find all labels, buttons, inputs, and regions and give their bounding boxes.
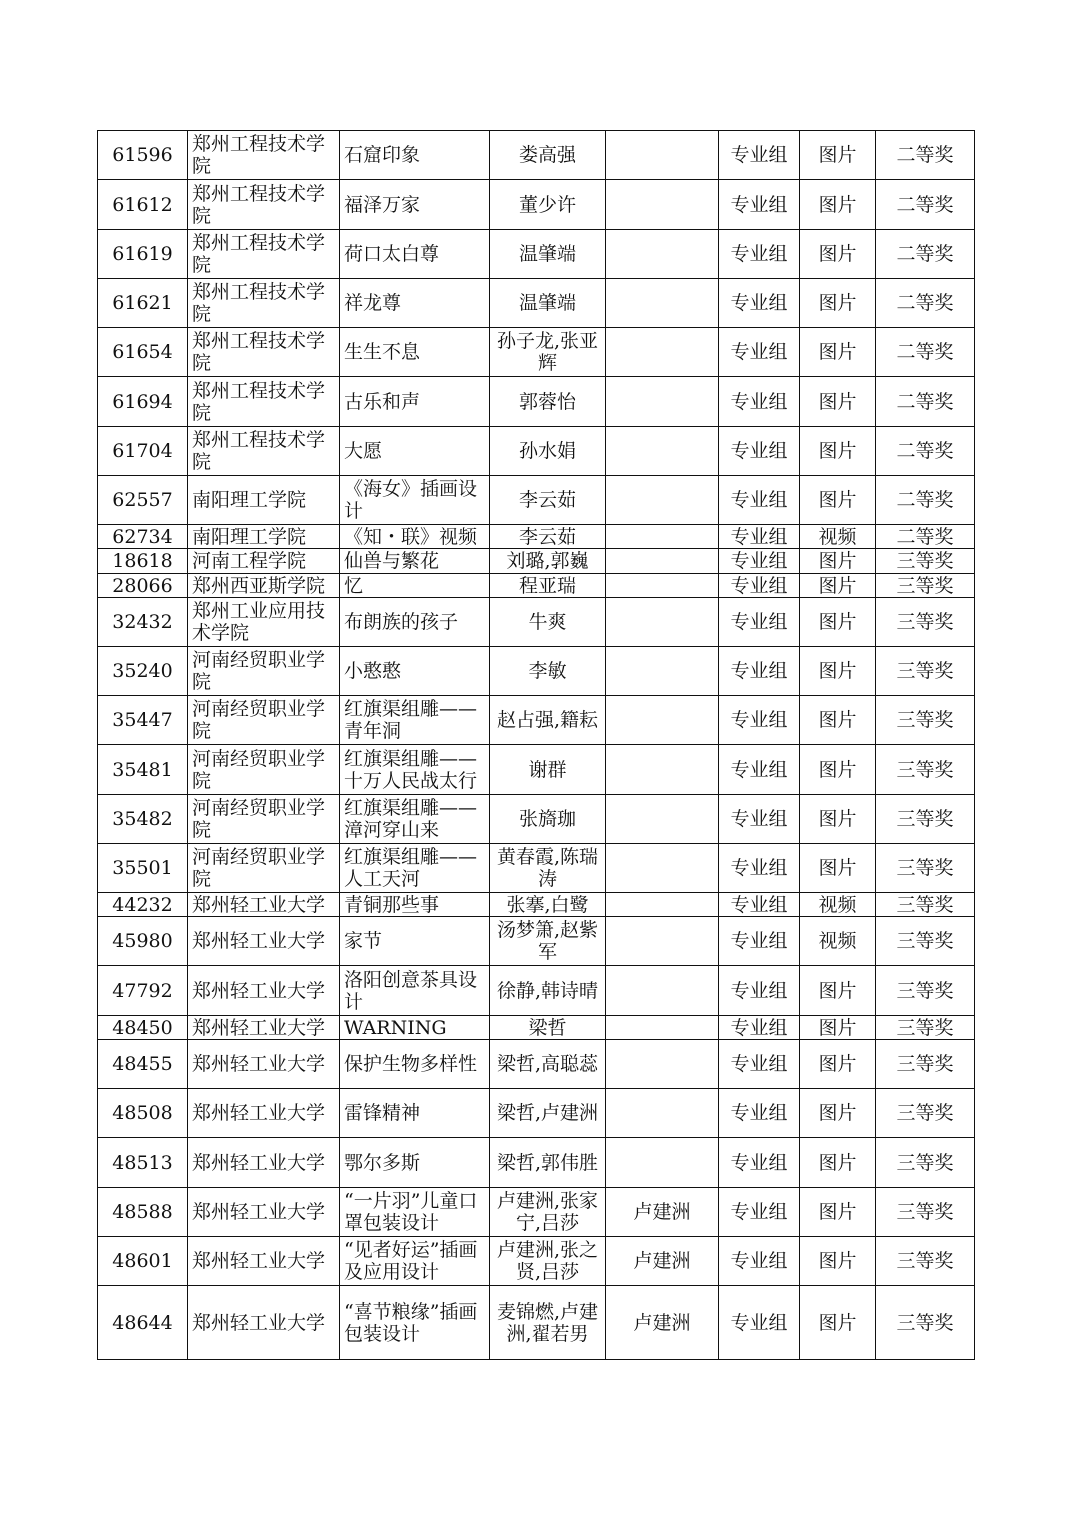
entry-id-cell: 62734: [98, 525, 188, 549]
work-type-cell: 图片: [800, 180, 876, 230]
entry-id-cell: 48450: [98, 1016, 188, 1040]
group-category-cell: 专业组: [719, 745, 800, 795]
award-level-cell: 三等奖: [876, 795, 975, 844]
table-row: [98, 745, 975, 795]
work-type-cell: 图片: [800, 549, 876, 574]
table-body: [98, 131, 975, 1360]
entry-id-cell: 44232: [98, 893, 188, 917]
group-category-cell: 专业组: [719, 1016, 800, 1040]
entry-id-cell: 62557: [98, 476, 188, 525]
advisor-name-cell: [606, 1138, 719, 1188]
table-row: [98, 476, 975, 525]
award-level-cell: 三等奖: [876, 893, 975, 917]
school-name-cell: 河南经贸职业学院: [188, 844, 340, 893]
work-title-cell: 鄂尔多斯: [340, 1138, 490, 1188]
award-level-cell: 三等奖: [876, 1089, 975, 1138]
work-type-cell: 图片: [800, 328, 876, 377]
school-name-cell: 郑州轻工业大学: [188, 1138, 340, 1188]
school-name-cell: 郑州工程技术学院: [188, 279, 340, 328]
entry-id-cell: 61596: [98, 131, 188, 180]
group-category-cell: 专业组: [719, 844, 800, 893]
work-type-cell: 图片: [800, 1016, 876, 1040]
work-type-cell: 图片: [800, 745, 876, 795]
work-type-cell: 图片: [800, 427, 876, 476]
table-row: [98, 795, 975, 844]
school-name-cell: 南阳理工学院: [188, 525, 340, 549]
award-level-cell: 三等奖: [876, 574, 975, 598]
author-names-cell: 娄高强: [490, 131, 606, 180]
advisor-name-cell: [606, 279, 719, 328]
work-title-cell: 雷锋精神: [340, 1089, 490, 1138]
award-level-cell: 二等奖: [876, 131, 975, 180]
table-row: [98, 180, 975, 230]
table-row: [98, 279, 975, 328]
table-row: [98, 1237, 975, 1286]
table-row: [98, 917, 975, 966]
advisor-name-cell: [606, 1016, 719, 1040]
table-row: [98, 647, 975, 696]
school-name-cell: 郑州轻工业大学: [188, 1016, 340, 1040]
group-category-cell: 专业组: [719, 525, 800, 549]
author-names-cell: 孙水娟: [490, 427, 606, 476]
author-names-cell: 徐静,韩诗晴: [490, 966, 606, 1016]
table-row: [98, 893, 975, 917]
award-level-cell: 三等奖: [876, 917, 975, 966]
school-name-cell: 郑州工程技术学院: [188, 230, 340, 279]
entry-id-cell: 48588: [98, 1188, 188, 1237]
group-category-cell: 专业组: [719, 1286, 800, 1360]
group-category-cell: 专业组: [719, 647, 800, 696]
table-row: [98, 1138, 975, 1188]
award-level-cell: 三等奖: [876, 549, 975, 574]
work-title-cell: 《知・联》视频: [340, 525, 490, 549]
table-row: [98, 966, 975, 1016]
work-title-cell: 石窟印象: [340, 131, 490, 180]
group-category-cell: 专业组: [719, 795, 800, 844]
award-level-cell: 三等奖: [876, 1016, 975, 1040]
work-title-cell: 大愿: [340, 427, 490, 476]
work-type-cell: 视频: [800, 917, 876, 966]
table-row: [98, 328, 975, 377]
table-row: [98, 377, 975, 427]
work-title-cell: “见者好运”插画及应用设计: [340, 1237, 490, 1286]
work-title-cell: WARNING: [340, 1016, 490, 1040]
work-title-cell: 红旗渠组雕——人工天河: [340, 844, 490, 893]
group-category-cell: 专业组: [719, 966, 800, 1016]
entry-id-cell: 35501: [98, 844, 188, 893]
author-names-cell: 汤梦箫,赵紫军: [490, 917, 606, 966]
advisor-name-cell: [606, 131, 719, 180]
award-level-cell: 三等奖: [876, 696, 975, 745]
work-type-cell: 图片: [800, 1138, 876, 1188]
advisor-name-cell: [606, 549, 719, 574]
group-category-cell: 专业组: [719, 598, 800, 647]
entry-id-cell: 48644: [98, 1286, 188, 1360]
advisor-name-cell: [606, 1089, 719, 1138]
work-title-cell: “一片羽”儿童口罩包装设计: [340, 1188, 490, 1237]
author-names-cell: 麦锦燃,卢建洲,翟若男: [490, 1286, 606, 1360]
work-title-cell: 保护生物多样性: [340, 1040, 490, 1089]
advisor-name-cell: [606, 328, 719, 377]
award-level-cell: 二等奖: [876, 427, 975, 476]
advisor-name-cell: 卢建洲: [606, 1237, 719, 1286]
work-type-cell: 图片: [800, 279, 876, 328]
entry-id-cell: 28066: [98, 574, 188, 598]
group-category-cell: 专业组: [719, 279, 800, 328]
school-name-cell: 郑州工业应用技术学院: [188, 598, 340, 647]
entry-id-cell: 61694: [98, 377, 188, 427]
work-title-cell: 古乐和声: [340, 377, 490, 427]
group-category-cell: 专业组: [719, 917, 800, 966]
school-name-cell: 郑州西亚斯学院: [188, 574, 340, 598]
awards-table: [97, 130, 975, 1360]
entry-id-cell: 48513: [98, 1138, 188, 1188]
work-title-cell: 忆: [340, 574, 490, 598]
award-level-cell: 二等奖: [876, 476, 975, 525]
advisor-name-cell: [606, 1040, 719, 1089]
group-category-cell: 专业组: [719, 180, 800, 230]
entry-id-cell: 35447: [98, 696, 188, 745]
author-names-cell: 梁哲,卢建洲: [490, 1089, 606, 1138]
work-title-cell: 洛阳创意茶具设计: [340, 966, 490, 1016]
entry-id-cell: 48508: [98, 1089, 188, 1138]
work-type-cell: 图片: [800, 1040, 876, 1089]
school-name-cell: 郑州轻工业大学: [188, 1286, 340, 1360]
author-names-cell: 牛爽: [490, 598, 606, 647]
entry-id-cell: 61612: [98, 180, 188, 230]
author-names-cell: 张搴,白鹭: [490, 893, 606, 917]
work-type-cell: 图片: [800, 131, 876, 180]
school-name-cell: 河南经贸职业学院: [188, 647, 340, 696]
work-type-cell: 图片: [800, 647, 876, 696]
group-category-cell: 专业组: [719, 696, 800, 745]
table-row: [98, 574, 975, 598]
table-row: [98, 1286, 975, 1360]
table-row: [98, 598, 975, 647]
advisor-name-cell: [606, 476, 719, 525]
entry-id-cell: 61619: [98, 230, 188, 279]
school-name-cell: 河南工程学院: [188, 549, 340, 574]
author-names-cell: 卢建洲,张家宁,吕莎: [490, 1188, 606, 1237]
award-level-cell: 二等奖: [876, 230, 975, 279]
work-type-cell: 图片: [800, 574, 876, 598]
work-type-cell: 视频: [800, 525, 876, 549]
group-category-cell: 专业组: [719, 377, 800, 427]
author-names-cell: 温肇端: [490, 279, 606, 328]
author-names-cell: 李敏: [490, 647, 606, 696]
work-type-cell: 图片: [800, 476, 876, 525]
advisor-name-cell: [606, 893, 719, 917]
group-category-cell: 专业组: [719, 549, 800, 574]
work-title-cell: 家节: [340, 917, 490, 966]
group-category-cell: 专业组: [719, 1237, 800, 1286]
entry-id-cell: 35240: [98, 647, 188, 696]
advisor-name-cell: [606, 180, 719, 230]
group-category-cell: 专业组: [719, 574, 800, 598]
advisor-name-cell: [606, 745, 719, 795]
advisor-name-cell: [606, 574, 719, 598]
school-name-cell: 河南经贸职业学院: [188, 696, 340, 745]
author-names-cell: 李云茹: [490, 525, 606, 549]
school-name-cell: 郑州工程技术学院: [188, 328, 340, 377]
entry-id-cell: 35481: [98, 745, 188, 795]
table-row: [98, 230, 975, 279]
advisor-name-cell: [606, 696, 719, 745]
advisor-name-cell: [606, 598, 719, 647]
award-level-cell: 二等奖: [876, 279, 975, 328]
work-type-cell: 图片: [800, 844, 876, 893]
group-category-cell: 专业组: [719, 893, 800, 917]
entry-id-cell: 35482: [98, 795, 188, 844]
entry-id-cell: 48455: [98, 1040, 188, 1089]
group-category-cell: 专业组: [719, 1188, 800, 1237]
table-row: [98, 1089, 975, 1138]
table-row: [98, 1040, 975, 1089]
work-type-cell: 视频: [800, 893, 876, 917]
author-names-cell: 梁哲,高聪蕊: [490, 1040, 606, 1089]
school-name-cell: 郑州轻工业大学: [188, 966, 340, 1016]
table-row: [98, 1016, 975, 1040]
school-name-cell: 河南经贸职业学院: [188, 795, 340, 844]
school-name-cell: 郑州轻工业大学: [188, 893, 340, 917]
work-title-cell: 仙兽与繁花: [340, 549, 490, 574]
award-level-cell: 三等奖: [876, 1138, 975, 1188]
award-level-cell: 二等奖: [876, 180, 975, 230]
author-names-cell: 张旖珈: [490, 795, 606, 844]
work-type-cell: 图片: [800, 377, 876, 427]
advisor-name-cell: [606, 230, 719, 279]
work-type-cell: 图片: [800, 1188, 876, 1237]
work-type-cell: 图片: [800, 696, 876, 745]
work-type-cell: 图片: [800, 598, 876, 647]
work-title-cell: 《海女》插画设计: [340, 476, 490, 525]
school-name-cell: 郑州工程技术学院: [188, 180, 340, 230]
group-category-cell: 专业组: [719, 427, 800, 476]
advisor-name-cell: [606, 525, 719, 549]
school-name-cell: 郑州轻工业大学: [188, 1188, 340, 1237]
entry-id-cell: 18618: [98, 549, 188, 574]
group-category-cell: 专业组: [719, 1138, 800, 1188]
work-type-cell: 图片: [800, 1237, 876, 1286]
award-level-cell: 二等奖: [876, 328, 975, 377]
group-category-cell: 专业组: [719, 476, 800, 525]
advisor-name-cell: [606, 427, 719, 476]
table-row: [98, 131, 975, 180]
school-name-cell: 河南经贸职业学院: [188, 745, 340, 795]
group-category-cell: 专业组: [719, 1040, 800, 1089]
work-type-cell: 图片: [800, 966, 876, 1016]
table-row: [98, 427, 975, 476]
group-category-cell: 专业组: [719, 230, 800, 279]
award-level-cell: 三等奖: [876, 1286, 975, 1360]
entry-id-cell: 48601: [98, 1237, 188, 1286]
work-title-cell: 生生不息: [340, 328, 490, 377]
author-names-cell: 孙子龙,张亚辉: [490, 328, 606, 377]
author-names-cell: 李云茹: [490, 476, 606, 525]
author-names-cell: 赵占强,籍耘: [490, 696, 606, 745]
author-names-cell: 刘璐,郭巍: [490, 549, 606, 574]
work-title-cell: 荷口太白尊: [340, 230, 490, 279]
school-name-cell: 郑州工程技术学院: [188, 427, 340, 476]
advisor-name-cell: [606, 795, 719, 844]
advisor-name-cell: [606, 917, 719, 966]
school-name-cell: 郑州轻工业大学: [188, 1237, 340, 1286]
advisor-name-cell: 卢建洲: [606, 1286, 719, 1360]
advisor-name-cell: [606, 377, 719, 427]
award-level-cell: 三等奖: [876, 745, 975, 795]
author-names-cell: 温肇端: [490, 230, 606, 279]
entry-id-cell: 61621: [98, 279, 188, 328]
author-names-cell: 梁哲: [490, 1016, 606, 1040]
work-title-cell: 红旗渠组雕——十万人民战太行: [340, 745, 490, 795]
table-row: [98, 844, 975, 893]
school-name-cell: 郑州工程技术学院: [188, 131, 340, 180]
award-level-cell: 三等奖: [876, 598, 975, 647]
advisor-name-cell: [606, 844, 719, 893]
table-row: [98, 525, 975, 549]
group-category-cell: 专业组: [719, 131, 800, 180]
award-level-cell: 三等奖: [876, 966, 975, 1016]
award-level-cell: 二等奖: [876, 525, 975, 549]
table-row: [98, 549, 975, 574]
work-title-cell: 小憨憨: [340, 647, 490, 696]
school-name-cell: 郑州轻工业大学: [188, 1040, 340, 1089]
work-title-cell: 祥龙尊: [340, 279, 490, 328]
author-names-cell: 梁哲,郭伟胜: [490, 1138, 606, 1188]
work-title-cell: 布朗族的孩子: [340, 598, 490, 647]
entry-id-cell: 61704: [98, 427, 188, 476]
school-name-cell: 南阳理工学院: [188, 476, 340, 525]
award-level-cell: 三等奖: [876, 1237, 975, 1286]
author-names-cell: 董少许: [490, 180, 606, 230]
advisor-name-cell: [606, 647, 719, 696]
advisor-name-cell: [606, 966, 719, 1016]
author-names-cell: 谢群: [490, 745, 606, 795]
work-type-cell: 图片: [800, 1286, 876, 1360]
author-names-cell: 程亚瑞: [490, 574, 606, 598]
school-name-cell: 郑州轻工业大学: [188, 917, 340, 966]
author-names-cell: 黄春霞,陈瑞涛: [490, 844, 606, 893]
school-name-cell: 郑州工程技术学院: [188, 377, 340, 427]
award-level-cell: 三等奖: [876, 647, 975, 696]
entry-id-cell: 32432: [98, 598, 188, 647]
work-title-cell: 青铜那些事: [340, 893, 490, 917]
work-type-cell: 图片: [800, 230, 876, 279]
group-category-cell: 专业组: [719, 328, 800, 377]
school-name-cell: 郑州轻工业大学: [188, 1089, 340, 1138]
award-level-cell: 二等奖: [876, 377, 975, 427]
entry-id-cell: 45980: [98, 917, 188, 966]
award-level-cell: 三等奖: [876, 1040, 975, 1089]
author-names-cell: 卢建洲,张之贤,吕莎: [490, 1237, 606, 1286]
table-row: [98, 696, 975, 745]
entry-id-cell: 61654: [98, 328, 188, 377]
work-type-cell: 图片: [800, 1089, 876, 1138]
group-category-cell: 专业组: [719, 1089, 800, 1138]
advisor-name-cell: 卢建洲: [606, 1188, 719, 1237]
work-type-cell: 图片: [800, 795, 876, 844]
award-level-cell: 三等奖: [876, 844, 975, 893]
award-level-cell: 三等奖: [876, 1188, 975, 1237]
work-title-cell: 红旗渠组雕——青年洞: [340, 696, 490, 745]
work-title-cell: 红旗渠组雕——漳河穿山来: [340, 795, 490, 844]
author-names-cell: 郭蓉怡: [490, 377, 606, 427]
work-title-cell: 福泽万家: [340, 180, 490, 230]
entry-id-cell: 47792: [98, 966, 188, 1016]
table-row: [98, 1188, 975, 1237]
work-title-cell: “喜节粮缘”插画包装设计: [340, 1286, 490, 1360]
